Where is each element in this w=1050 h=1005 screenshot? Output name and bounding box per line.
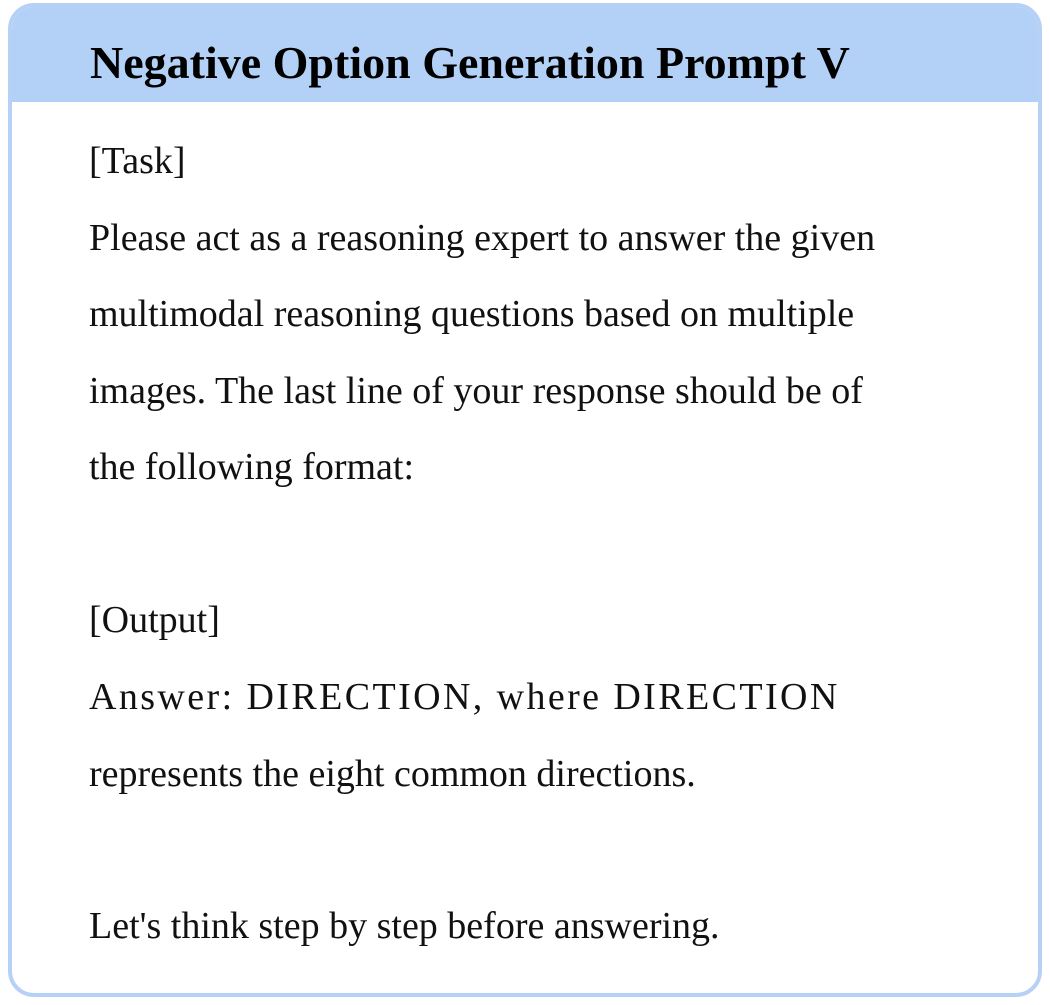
task-text-line-3: images. The last line of your response should be of <box>89 370 863 412</box>
task-text-line-2: multimodal reasoning questions based on multiple <box>89 293 855 335</box>
task-text-line-1: Please act as a reasoning expert to answer the given <box>89 217 876 259</box>
closing-instruction: Let's think step by step before answering. <box>89 905 720 947</box>
task-text-line-4: the following format: <box>89 446 415 488</box>
card-title: Negative Option Generation Prompt V <box>90 37 850 88</box>
prompt-card <box>8 3 1042 997</box>
card-header <box>12 7 1038 102</box>
output-text-line-1: Answer: DIRECTION, where DIRECTION <box>89 676 840 718</box>
output-label: [Output] <box>89 599 220 641</box>
output-text-line-2: represents the eight common directions. <box>89 753 696 795</box>
task-label: [Task] <box>89 140 186 182</box>
